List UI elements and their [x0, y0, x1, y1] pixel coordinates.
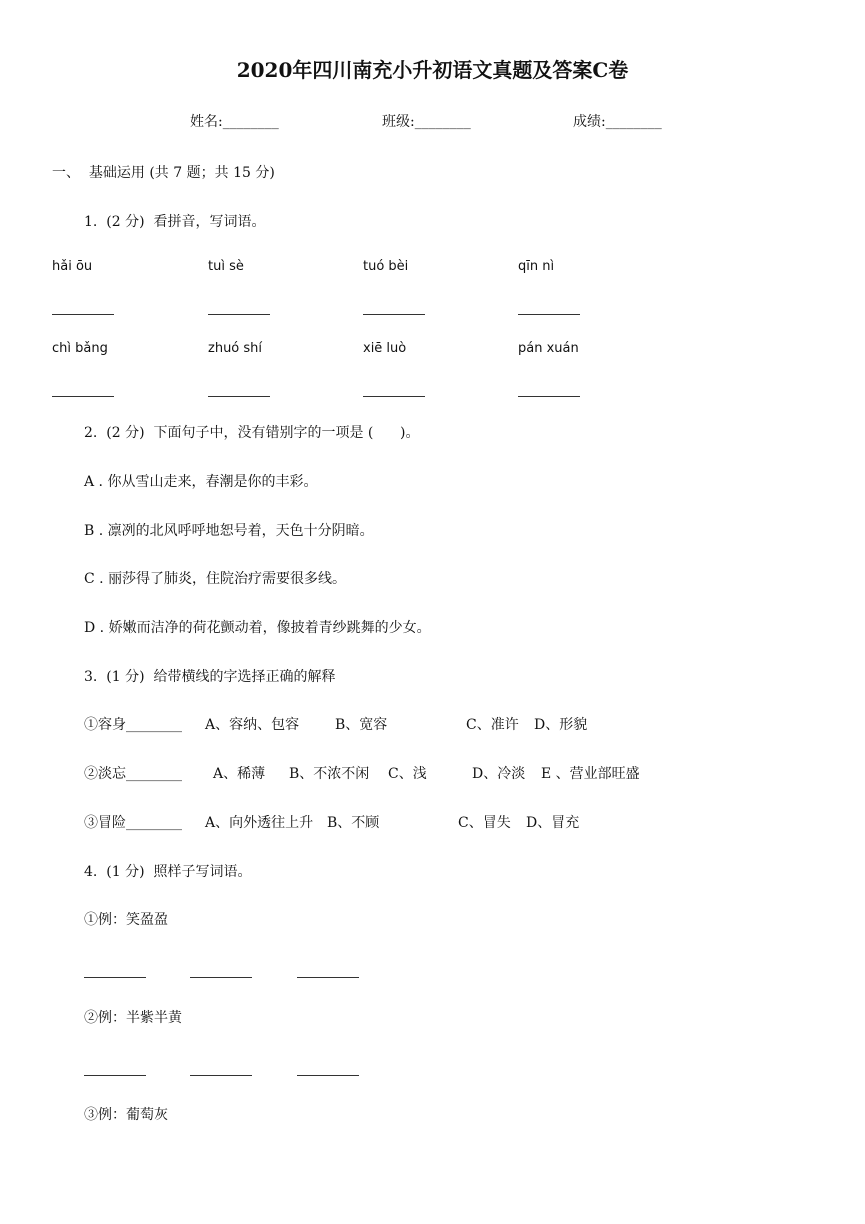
q3-word: ①容身________ [84, 717, 182, 733]
score-field: 成绩:________ [573, 114, 662, 130]
q3-choice: B、不浓不闲 [289, 766, 370, 782]
q3-choice: B、不顾 [327, 815, 380, 831]
name-field: 姓名:________ [190, 114, 279, 130]
option-b[interactable]: B . 凛冽的北风呼呼地恕号着，天色十分阴暗。 [84, 523, 374, 539]
answer-blank[interactable] [52, 396, 114, 397]
q3-word: ②淡忘________ [84, 766, 182, 782]
pinyin-item: pán xuán [518, 341, 579, 356]
answer-blank[interactable] [84, 1075, 146, 1076]
answer-blank[interactable] [52, 314, 114, 315]
pinyin-item: zhuó shí [208, 341, 263, 356]
q3-choice: C、浅 [388, 766, 427, 782]
answer-blank[interactable] [518, 314, 580, 315]
q3-choice: C、冒失 [458, 815, 511, 831]
answer-blank[interactable] [363, 396, 425, 397]
q4-example: ①例：笑盈盈 [84, 912, 168, 928]
question-2-stem: 2. (2 分) 下面句子中，没有错别字的一项是 ( )。 [84, 425, 420, 441]
answer-blank[interactable] [190, 1075, 252, 1076]
option-a[interactable]: A . 你从雪山走来，春潮是你的丰彩。 [84, 474, 318, 490]
answer-blank[interactable] [518, 396, 580, 397]
pinyin-item: chì bǎng [52, 341, 108, 356]
pinyin-item: qīn nì [518, 259, 555, 274]
pinyin-item: tuì sè [208, 259, 244, 274]
answer-blank[interactable] [208, 396, 270, 397]
q3-choice: A、容纳、包容 [205, 717, 300, 733]
pinyin-item: tuó bèi [363, 259, 409, 274]
answer-blank[interactable] [190, 977, 252, 978]
class-field: 班级:________ [382, 114, 471, 130]
q3-choice: E 、营业部旺盛 [541, 766, 640, 782]
q4-example: ②例：半紫半黄 [84, 1010, 182, 1026]
question-3-stem: 3. (1 分) 给带横线的字选择正确的解释 [84, 669, 336, 685]
section-heading: 一、 基础运用 (共 7 题；共 15 分) [52, 165, 275, 181]
q3-choice: A、向外透往上升 [205, 815, 314, 831]
answer-blank[interactable] [84, 977, 146, 978]
option-c[interactable]: C . 丽莎得了肺炎，住院治疗需要很多线。 [84, 571, 347, 587]
answer-blank[interactable] [208, 314, 270, 315]
answer-blank[interactable] [297, 977, 359, 978]
q3-choice: D、冷淡 [472, 766, 526, 782]
pinyin-item: hǎi ōu [52, 259, 93, 274]
page-title: 2020年四川南充小升初语文真题及答案C卷 [236, 58, 629, 82]
option-d[interactable]: D . 娇嫩而洁净的荷花颤动着，像披着青纱跳舞的少女。 [84, 620, 431, 636]
q4-example: ③例：葡萄灰 [84, 1107, 168, 1123]
q3-word: ③冒险________ [84, 815, 182, 831]
pinyin-item: xiē luò [363, 341, 407, 356]
question-4-stem: 4. (1 分) 照样子写词语。 [84, 864, 252, 880]
q3-choice: A、稀薄 [213, 766, 266, 782]
q3-choice: D、形貌 [534, 717, 588, 733]
q3-choice: D、冒充 [526, 815, 580, 831]
answer-blank[interactable] [297, 1075, 359, 1076]
answer-blank[interactable] [363, 314, 425, 315]
q3-choice: B、宽容 [335, 717, 388, 733]
question-1-stem: 1. (2 分) 看拼音，写词语。 [84, 214, 266, 230]
q3-choice: C、准许 [466, 717, 519, 733]
